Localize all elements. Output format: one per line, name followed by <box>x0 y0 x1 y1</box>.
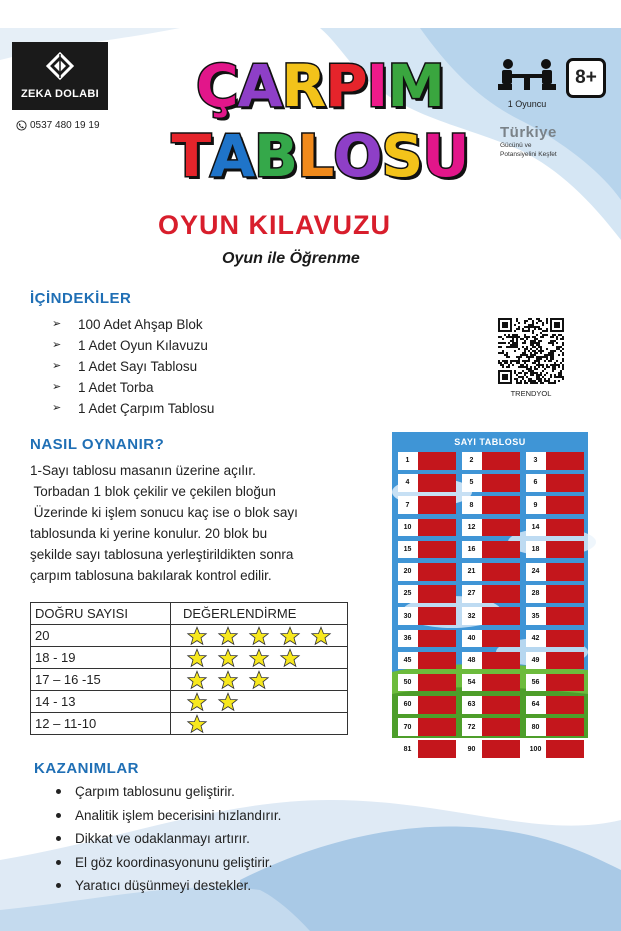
outcome-item-text: El göz koordinasyonunu geliştirir. <box>75 854 273 870</box>
board-cell-number: 5 <box>462 474 481 492</box>
guide-tagline: Oyun ile Öğrenme <box>222 250 360 267</box>
board-cell-slot <box>481 585 520 603</box>
score-row <box>31 691 348 713</box>
board-cell-number: 9 <box>526 496 545 514</box>
score-stars-cell <box>171 691 348 713</box>
board-cell-number: 6 <box>526 474 545 492</box>
board-cell-number: 36 <box>398 630 417 648</box>
board-cell-number: 80 <box>526 718 545 736</box>
outcome-item <box>56 851 281 875</box>
board-cell <box>526 674 584 692</box>
guide-title: OYUN KILAVUZU <box>158 210 391 240</box>
arrow-bullet-icon: ➢ <box>52 318 62 330</box>
board-cell-slot <box>545 607 584 625</box>
score-row <box>31 647 348 669</box>
board-cell <box>398 740 456 758</box>
board-cell <box>526 630 584 648</box>
arrow-bullet-icon: ➢ <box>52 402 62 414</box>
header-evaluation: DEĞERLENDİRME <box>171 603 348 625</box>
board-cell-slot <box>417 652 456 670</box>
board-cell <box>398 496 456 514</box>
board-cell-number: 45 <box>398 652 417 670</box>
contents-item-text: 1 Adet Oyun Kılavuzu <box>78 338 208 353</box>
star-icon <box>187 648 207 668</box>
board-cell-number: 40 <box>462 630 481 648</box>
outcome-item <box>56 827 281 851</box>
outcome-item-text: Yaratıcı düşünmeyi destekler. <box>75 878 252 893</box>
title-1-letter: I <box>366 52 388 120</box>
howto-line: şekilde sayı tablosuna yerleştirildikten sonra <box>30 547 294 562</box>
score-stars-cell <box>171 713 348 735</box>
howto-line: Torbadan 1 blok çekilir ve çekilen bloğun <box>30 484 276 499</box>
board-cell <box>398 452 456 470</box>
board-cell-number: 8 <box>462 496 481 514</box>
outcome-item-text: Çarpım tablosunu geliştirir. <box>75 784 235 799</box>
board-cell-slot <box>481 607 520 625</box>
board-cell-slot <box>481 474 520 492</box>
board-cell <box>398 652 456 670</box>
board-cell-number: 18 <box>526 541 545 559</box>
phone-number: 0537 480 19 19 <box>30 120 100 131</box>
title-line-2 <box>160 122 480 190</box>
board-cell <box>398 696 456 714</box>
board-cell-number: 42 <box>526 630 545 648</box>
board-cell-slot <box>417 452 456 470</box>
qr-code[interactable] <box>498 318 564 384</box>
howto-text <box>30 460 350 586</box>
title-2-letter: S <box>381 122 423 190</box>
board-cell-slot <box>545 474 584 492</box>
howto-line: çarpım tablosuna bakılarak kontrol edilir. <box>30 568 272 583</box>
board-cell <box>462 452 520 470</box>
board-cell <box>526 496 584 514</box>
board-cell-number: 21 <box>462 563 481 581</box>
board-cell-slot <box>417 630 456 648</box>
outcome-item-text: Dikkat ve odaklanmayı artırır. <box>75 831 250 846</box>
board-cell-slot <box>481 541 520 559</box>
star-icon <box>218 648 238 668</box>
title-1-letter: R <box>281 52 326 120</box>
board-cell-number: 25 <box>398 585 417 603</box>
board-cell-slot <box>545 452 584 470</box>
board-cell-slot <box>481 496 520 514</box>
score-stars-cell <box>171 625 348 647</box>
score-range: 18 - 19 <box>31 647 171 669</box>
board-cell <box>526 740 584 758</box>
howto-heading: NASIL OYNANIR? <box>30 436 165 453</box>
board-cell <box>462 696 520 714</box>
board-cell-slot <box>545 585 584 603</box>
howto-line: 1-Sayı tablosu masanın üzerine açılır. <box>30 463 256 478</box>
board-cell <box>462 541 520 559</box>
board-cell <box>462 585 520 603</box>
howto-line: Üzerinde ki işlem sonucu kaç ise o blok sayı <box>30 505 298 520</box>
arrow-bullet-icon: ➢ <box>52 381 62 393</box>
board-cell-number: 35 <box>526 607 545 625</box>
board-cell-number: 63 <box>462 696 481 714</box>
board-cell-number: 20 <box>398 563 417 581</box>
board-cell <box>526 652 584 670</box>
bullet-icon <box>56 883 61 888</box>
title-2-letter: L <box>297 122 334 190</box>
board-cell-number: 60 <box>398 696 417 714</box>
board-cell-slot <box>481 630 520 648</box>
star-icon <box>249 626 269 646</box>
board-cell <box>526 519 584 537</box>
star-icon <box>249 670 269 690</box>
board-cell-number: 27 <box>462 585 481 603</box>
zeka-dolabi-logo <box>12 42 108 110</box>
board-cell-slot <box>417 585 456 603</box>
board-cell-number: 70 <box>398 718 417 736</box>
board-cell-number: 7 <box>398 496 417 514</box>
turkiye-title: Türkiye <box>500 124 557 141</box>
board-cell-number: 2 <box>462 452 481 470</box>
outcome-item <box>56 874 281 898</box>
arrow-bullet-icon: ➢ <box>52 339 62 351</box>
score-row <box>31 669 348 691</box>
outcome-item-text: Analitik işlem becerisini hızlandırır. <box>75 807 282 823</box>
star-icon <box>280 648 300 668</box>
board-cell-slot <box>481 674 520 692</box>
players-label: 1 Oyuncu <box>507 99 547 109</box>
board-cell <box>462 607 520 625</box>
cube-logo-icon <box>42 48 78 84</box>
title-2-letter: U <box>422 122 469 190</box>
board-cell <box>526 452 584 470</box>
board-cell <box>398 630 456 648</box>
contents-heading: İÇİNDEKİLER <box>30 290 132 307</box>
board-cell-number: 49 <box>526 652 545 670</box>
title-2-letter: A <box>210 122 255 190</box>
board-cell-number: 54 <box>462 674 481 692</box>
board-cell-slot <box>481 563 520 581</box>
board-cell-number: 24 <box>526 563 545 581</box>
outcome-item <box>56 804 281 828</box>
board-cell-number: 90 <box>462 740 481 758</box>
board-cell-slot <box>545 563 584 581</box>
board-cell-slot <box>545 630 584 648</box>
title-2-letter: T <box>171 122 211 190</box>
age-badge: 8+ <box>566 58 606 98</box>
arrow-bullet-icon: ➢ <box>52 360 62 372</box>
board-cell-number: 28 <box>526 585 545 603</box>
board-cell <box>462 718 520 736</box>
board-cell-number: 81 <box>398 740 417 758</box>
bullet-icon <box>56 813 61 818</box>
board-cell-number: 30 <box>398 607 417 625</box>
star-icon <box>249 648 269 668</box>
outcomes-list <box>56 780 281 898</box>
board-cell-slot <box>545 541 584 559</box>
contents-item-text: 1 Adet Torba <box>78 380 154 395</box>
contents-item-text: 1 Adet Çarpım Tablosu <box>78 401 215 416</box>
howto-line: tablosunda ki yerine konulur. 20 blok bu <box>30 526 268 541</box>
board-cell <box>398 519 456 537</box>
star-icon <box>218 626 238 646</box>
board-cell-number: 4 <box>398 474 417 492</box>
contents-item <box>52 335 214 356</box>
board-cell <box>526 541 584 559</box>
board-cell-number: 10 <box>398 519 417 537</box>
board-cell-number: 15 <box>398 541 417 559</box>
board-cell-slot <box>481 452 520 470</box>
header-correct-count: DOĞRU SAYISI <box>31 603 171 625</box>
title-2-letter: O <box>333 122 382 190</box>
star-icon <box>187 626 207 646</box>
contents-item <box>52 314 214 335</box>
turkiye-logo <box>500 124 590 159</box>
score-range: 12 – 11-10 <box>31 713 171 735</box>
board-cell <box>398 674 456 692</box>
brand-name: ZEKA DOLABI <box>20 88 100 100</box>
board-cell-slot <box>545 519 584 537</box>
board-cell <box>398 474 456 492</box>
board-grid <box>398 452 584 758</box>
board-cell-slot <box>545 740 584 758</box>
board-cell-slot <box>545 496 584 514</box>
board-cell <box>462 674 520 692</box>
number-board-image <box>392 432 588 753</box>
board-cell-slot <box>417 563 456 581</box>
contents-item <box>52 356 214 377</box>
board-cell-number: 64 <box>526 696 545 714</box>
board-cell <box>526 718 584 736</box>
board-cell <box>398 718 456 736</box>
board-cell-slot <box>481 696 520 714</box>
board-cell-number: 56 <box>526 674 545 692</box>
title-1-letter: P <box>325 52 367 120</box>
board-cell-number: 16 <box>462 541 481 559</box>
star-icon <box>187 714 207 734</box>
board-cell-number: 14 <box>526 519 545 537</box>
board-cell-number: 32 <box>462 607 481 625</box>
board-cell-slot <box>417 740 456 758</box>
star-icon <box>187 670 207 690</box>
score-row <box>31 713 348 735</box>
board-cell <box>462 519 520 537</box>
board-cell-slot <box>545 674 584 692</box>
board-cell-number: 12 <box>462 519 481 537</box>
board-cell-slot <box>417 474 456 492</box>
board-cell <box>398 563 456 581</box>
board-cell-number: 48 <box>462 652 481 670</box>
board-cell-slot <box>545 652 584 670</box>
board-cell-number: 1 <box>398 452 417 470</box>
board-cell <box>398 541 456 559</box>
qr-label: TRENDYOL <box>510 389 552 398</box>
star-icon <box>218 692 238 712</box>
board-cell <box>462 563 520 581</box>
phone-contact <box>16 120 100 131</box>
score-stars-cell <box>171 647 348 669</box>
board-cell <box>462 740 520 758</box>
players-table-icon <box>496 58 558 92</box>
board-cell <box>398 607 456 625</box>
contents-item-text: 1 Adet Sayı Tablosu <box>78 359 198 374</box>
title-1-letter: M <box>387 52 444 120</box>
outcomes-heading: KAZANIMLAR <box>34 760 139 777</box>
board-cell-number: 72 <box>462 718 481 736</box>
board-cell-number: 3 <box>526 452 545 470</box>
contents-item-text: 100 Adet Ahşap Blok <box>78 317 203 332</box>
board-cell-slot <box>417 519 456 537</box>
bullet-icon <box>56 836 61 841</box>
star-icon <box>218 670 238 690</box>
outcome-item <box>56 780 281 804</box>
board-cell <box>526 607 584 625</box>
score-stars-cell <box>171 669 348 691</box>
board-cell-slot <box>417 674 456 692</box>
board-cell-number: 100 <box>526 740 545 758</box>
board-cell-slot <box>417 718 456 736</box>
star-icon <box>311 626 331 646</box>
score-table <box>30 602 348 735</box>
score-range: 14 - 13 <box>31 691 171 713</box>
turkiye-sub-2: Potansiyelini Keşfet <box>500 151 557 158</box>
whatsapp-icon <box>16 120 27 131</box>
turkiye-sub-1: Gücünü ve <box>500 142 532 149</box>
contents-list <box>52 314 214 419</box>
score-table-header-row <box>31 603 348 625</box>
board-cell-slot <box>417 696 456 714</box>
score-range: 20 <box>31 625 171 647</box>
star-icon <box>280 626 300 646</box>
board-cell <box>526 696 584 714</box>
board-cell-slot <box>545 696 584 714</box>
title-1-letter: Ç <box>196 52 238 120</box>
title-2-letter: B <box>254 122 298 190</box>
board-cell-slot <box>417 496 456 514</box>
board-cell-slot <box>417 607 456 625</box>
board-cell-slot <box>481 652 520 670</box>
board-cell <box>462 496 520 514</box>
contents-item <box>52 398 214 419</box>
board-cell-slot <box>545 718 584 736</box>
board-cell <box>462 474 520 492</box>
board-title: SAYI TABLOSU <box>454 437 526 447</box>
board-cell-slot <box>481 718 520 736</box>
bullet-icon <box>56 860 61 865</box>
board-cell-number: 50 <box>398 674 417 692</box>
board-cell <box>398 585 456 603</box>
bullet-icon <box>56 789 61 794</box>
score-row <box>31 625 348 647</box>
board-cell <box>462 652 520 670</box>
title-line-1 <box>160 52 480 120</box>
board-cell <box>526 585 584 603</box>
player-count-badge <box>496 58 558 109</box>
contents-item <box>52 377 214 398</box>
board-cell <box>526 474 584 492</box>
board-cell <box>526 563 584 581</box>
score-range: 17 – 16 -15 <box>31 669 171 691</box>
board-cell <box>462 630 520 648</box>
title-1-letter: A <box>237 52 282 120</box>
board-cell-slot <box>417 541 456 559</box>
board-cell-slot <box>481 740 520 758</box>
star-icon <box>187 692 207 712</box>
board-cell-slot <box>481 519 520 537</box>
